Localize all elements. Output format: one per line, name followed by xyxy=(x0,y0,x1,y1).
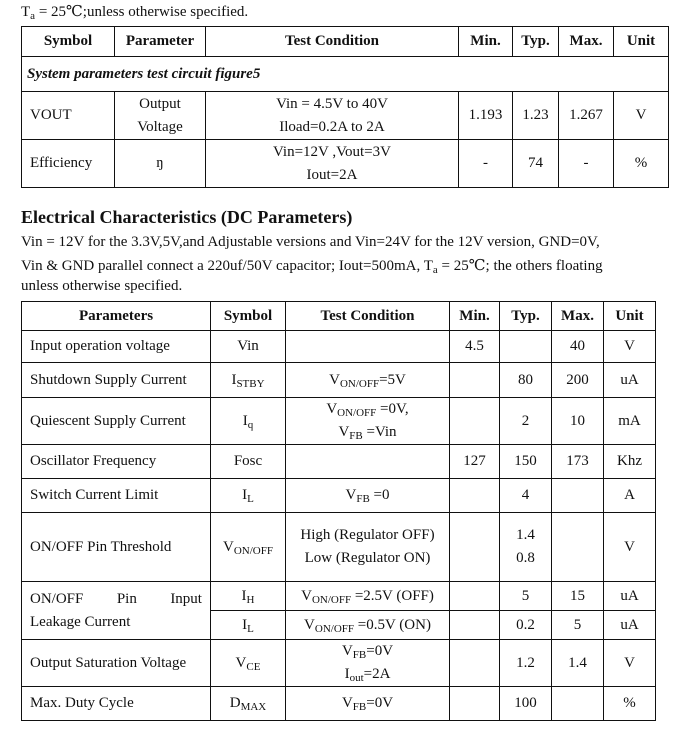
header-symbol: Symbol xyxy=(22,27,115,57)
cell-max xyxy=(552,513,604,582)
cell-min: 4.5 xyxy=(450,331,500,363)
header-max: Max. xyxy=(559,27,614,57)
cell-parameter: Output Saturation Voltage xyxy=(22,640,211,687)
cell-parameter: ON/OFF Pin Threshold xyxy=(22,513,211,582)
cell-min: 127 xyxy=(450,445,500,479)
cell-min: 1.193 xyxy=(459,92,513,140)
cell-parameter: Quiescent Supply Current xyxy=(22,398,211,445)
cell-unit: V xyxy=(604,331,656,363)
table-row xyxy=(22,445,656,479)
cell-unit: A xyxy=(604,479,656,513)
cell-max: 15 xyxy=(552,582,604,611)
cell-parameter: Output Voltage xyxy=(115,92,206,140)
table-row xyxy=(22,140,669,188)
cell-symbol: Efficiency xyxy=(22,140,115,188)
cell-typ: 80 xyxy=(500,363,552,398)
cell-max: 40 xyxy=(552,331,604,363)
cell-parameter: Max. Duty Cycle xyxy=(22,687,211,721)
cell-parameter: Switch Current Limit xyxy=(22,479,211,513)
table-row xyxy=(22,513,656,582)
header-typ: Typ. xyxy=(513,27,559,57)
cell-typ: 4 xyxy=(500,479,552,513)
header-parameter: Parameter xyxy=(115,27,206,57)
cell-condition: Vin=12V ,Vout=3V Iout=2A xyxy=(206,140,459,188)
header-unit: Unit xyxy=(614,27,669,57)
cell-symbol: $I_q$ xyxy=(211,398,286,445)
system-parameters-table xyxy=(21,26,669,188)
cell-unit: % xyxy=(614,140,669,188)
table-row xyxy=(22,363,656,398)
cell-typ: 74 xyxy=(513,140,559,188)
cell-condition: $V_{ON/OFF}=5V$ xyxy=(286,363,450,398)
cell-symbol: Vin xyxy=(211,331,286,363)
cell-condition: $V_{FB}=0V$ $I_{out}=2A$ xyxy=(286,640,450,687)
cell-unit: uA xyxy=(604,582,656,611)
ambient-condition-line: $T_a$ = 25℃;unless otherwise specified. xyxy=(21,4,249,22)
cell-symbol: $I_L$ xyxy=(211,479,286,513)
cell-min xyxy=(450,513,500,582)
table1-header-row xyxy=(22,27,669,57)
header-parameters: Parameters xyxy=(22,302,211,331)
cell-parameter: Oscillator Frequency xyxy=(22,445,211,479)
cell-typ: 150 xyxy=(500,445,552,479)
cell-max: 1.4 xyxy=(552,640,604,687)
cell-unit: mA xyxy=(604,398,656,445)
description-line-3: unless otherwise specified. xyxy=(21,278,183,294)
cell-typ: 1.23 xyxy=(513,92,559,140)
description-line-2: Vin & GND parallel connect a 220uf/50V capacitor; Iout=500mA, $T_a$ = 25℃; the others floating xyxy=(21,258,603,276)
cell-max xyxy=(552,479,604,513)
section-title: System parameters test circuit figure5 xyxy=(22,57,669,92)
cell-condition: High (Regulator OFF) Low (Regulator ON) xyxy=(286,513,450,582)
cell-unit: uA xyxy=(604,611,656,640)
table-row xyxy=(22,640,656,687)
cell-symbol: $I_H$ xyxy=(211,582,286,611)
table-row xyxy=(22,687,656,721)
cell-unit: % xyxy=(604,687,656,721)
table-row xyxy=(22,582,656,611)
cell-symbol: Fosc xyxy=(211,445,286,479)
cell-min xyxy=(450,398,500,445)
cell-typ: 5 xyxy=(500,582,552,611)
table-row xyxy=(22,398,656,445)
cell-symbol: $I_{STBY}$ xyxy=(211,363,286,398)
cell-symbol: $V_{CE}$ xyxy=(211,640,286,687)
cell-parameter: Input operation voltage xyxy=(22,331,211,363)
cell-condition: Vin = 4.5V to 40V Iload=0.2A to 2A xyxy=(206,92,459,140)
cell-condition: $V_{ON/OFF} =0.5V$ (ON) xyxy=(286,611,450,640)
cell-typ: 1.4 0.8 xyxy=(500,513,552,582)
header-min: Min. xyxy=(459,27,513,57)
table2-header-row xyxy=(22,302,656,331)
cell-max: 173 xyxy=(552,445,604,479)
cell-condition xyxy=(286,445,450,479)
cell-min xyxy=(450,611,500,640)
header-max: Max. xyxy=(552,302,604,331)
cell-parameter: ON/OFF Pin Input Leakage Current xyxy=(22,582,211,640)
cell-max: 200 xyxy=(552,363,604,398)
cell-parameter: Shutdown Supply Current xyxy=(22,363,211,398)
cell-typ: 0.2 xyxy=(500,611,552,640)
cell-condition xyxy=(286,331,450,363)
cell-max: 10 xyxy=(552,398,604,445)
cell-condition: $V_{FB} =0$ xyxy=(286,479,450,513)
cell-condition: $V_{ON/OFF} =0V$, $V_{FB} =Vin$ xyxy=(286,398,450,445)
table-row xyxy=(22,331,656,363)
cell-unit: V xyxy=(604,513,656,582)
description-line-1: Vin = 12V for the 3.3V,5V,and Adjustable versions and Vin=24V for the 12V version, GND=0V, xyxy=(21,234,600,250)
cell-symbol: $I_L$ xyxy=(211,611,286,640)
header-unit: Unit xyxy=(604,302,656,331)
cell-min xyxy=(450,479,500,513)
cell-typ: 1.2 xyxy=(500,640,552,687)
table-row xyxy=(22,92,669,140)
header-test-condition: Test Condition xyxy=(286,302,450,331)
header-symbol: Symbol xyxy=(211,302,286,331)
cell-symbol: $V_{ON/OFF}$ xyxy=(211,513,286,582)
section-heading: Electrical Characteristics (DC Parameters) xyxy=(21,207,353,227)
cell-symbol: VOUT xyxy=(22,92,115,140)
cell-max xyxy=(552,687,604,721)
cell-unit: uA xyxy=(604,363,656,398)
cell-max: - xyxy=(559,140,614,188)
header-min: Min. xyxy=(450,302,500,331)
cell-parameter: ŋ xyxy=(115,140,206,188)
header-test-condition: Test Condition xyxy=(206,27,459,57)
cell-typ: 100 xyxy=(500,687,552,721)
cell-min xyxy=(450,582,500,611)
cell-typ: 2 xyxy=(500,398,552,445)
table-row xyxy=(22,479,656,513)
dc-parameters-table xyxy=(21,301,656,721)
cell-condition: $V_{FB}=0V$ xyxy=(286,687,450,721)
cell-unit: V xyxy=(614,92,669,140)
cell-unit: Khz xyxy=(604,445,656,479)
cell-symbol: $D_{MAX}$ xyxy=(211,687,286,721)
cell-condition: $V_{ON/OFF} =2.5V$ (OFF) xyxy=(286,582,450,611)
cell-max: 5 xyxy=(552,611,604,640)
cell-min xyxy=(450,640,500,687)
cell-max: 1.267 xyxy=(559,92,614,140)
cell-typ xyxy=(500,331,552,363)
cell-min xyxy=(450,687,500,721)
cell-min xyxy=(450,363,500,398)
cell-min: - xyxy=(459,140,513,188)
cell-unit: V xyxy=(604,640,656,687)
header-typ: Typ. xyxy=(500,302,552,331)
